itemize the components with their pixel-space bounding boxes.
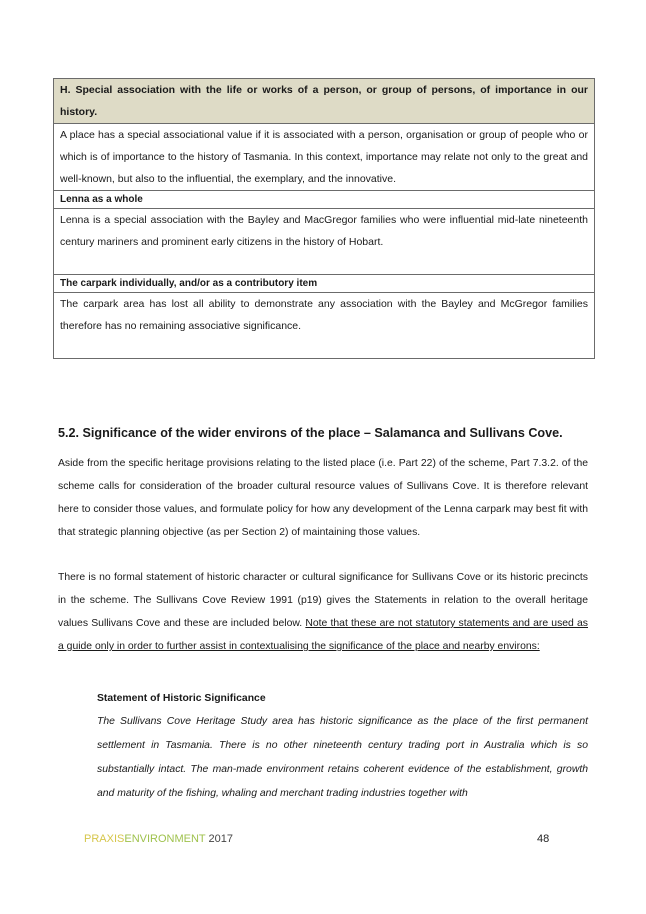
criteria-definition: A place has a special associational value if it is associated with a person, organisation or group of people who or which is of importance to the history of Tasmania. In this context, importance may relate not only to the great and well-known, but also to the influential, the exemplary, and the innovative. — [54, 123, 594, 190]
criteria-heading: H. Special association with the life or works of a person, or group of persons, of importance in our history. — [54, 79, 594, 123]
paragraph-no-formal-statement — [58, 566, 588, 658]
statement-title: Statement of Historic Significance — [97, 693, 266, 704]
footer-brand — [84, 832, 233, 846]
criteria-table — [53, 78, 595, 359]
subheading-lenna-whole: Lenna as a whole — [54, 190, 594, 208]
statement-body: The Sullivans Cove Heritage Study area has historic significance as the place of the first permanent settlement in Tasmania. There is no other nineteenth century trading port in Australia which is so substantially intact. The man-made environment retains coherent evidence of the establishment, growth and maturity of the fishing, whaling and merchant trading industries together with — [97, 716, 588, 799]
brand-environment: ENVIRONMENT — [124, 833, 206, 845]
paragraph-scheme-provisions: Aside from the specific heritage provisions relating to the listed place (i.e. Part 22) of the scheme, Part 7.3.2. of the scheme calls for consideration of the broader cultural resource values of Sullivans Cove. It is therefore relevant here to consider those values, and formulate policy for how any development of the Lenna carpark may best fit with that strategic planning objective (as per Section 2) of maintaining those values. — [58, 458, 588, 538]
page-number: 48 — [537, 833, 550, 845]
section-title: 5.2. Significance of the wider environs of the place – Salamanca and Sullivans Cove. — [58, 426, 563, 440]
paragraph-plain-text: There is no formal statement of historic character or cultural significance for Sullivans Cove or its historic precincts in the scheme. The Sullivans Cove Review 1991 (p19) gives the Statements in relation to the overall heritage values Sullivans Cove and these are included below. — [58, 572, 588, 629]
underlined-note: Note that these are not statutory statements and are used as a guide only in order to further assist in contextualising the significance of the place and nearby environs: — [58, 618, 588, 652]
carpark-text: The carpark area has lost all ability to demonstrate any association with the Bayley and McGregor families therefore has no remaining associative significance. — [54, 292, 594, 358]
footer-year: 2017 — [208, 833, 233, 845]
subheading-carpark: The carpark individually, and/or as a contributory item — [54, 274, 594, 292]
lenna-whole-text: Lenna is a special association with the Bayley and MacGregor families who were influential mid-late nineteenth century mariners and prominent early citizens in the history of Hobart. — [54, 208, 594, 274]
brand-praxis: PRAXIS — [84, 833, 125, 845]
